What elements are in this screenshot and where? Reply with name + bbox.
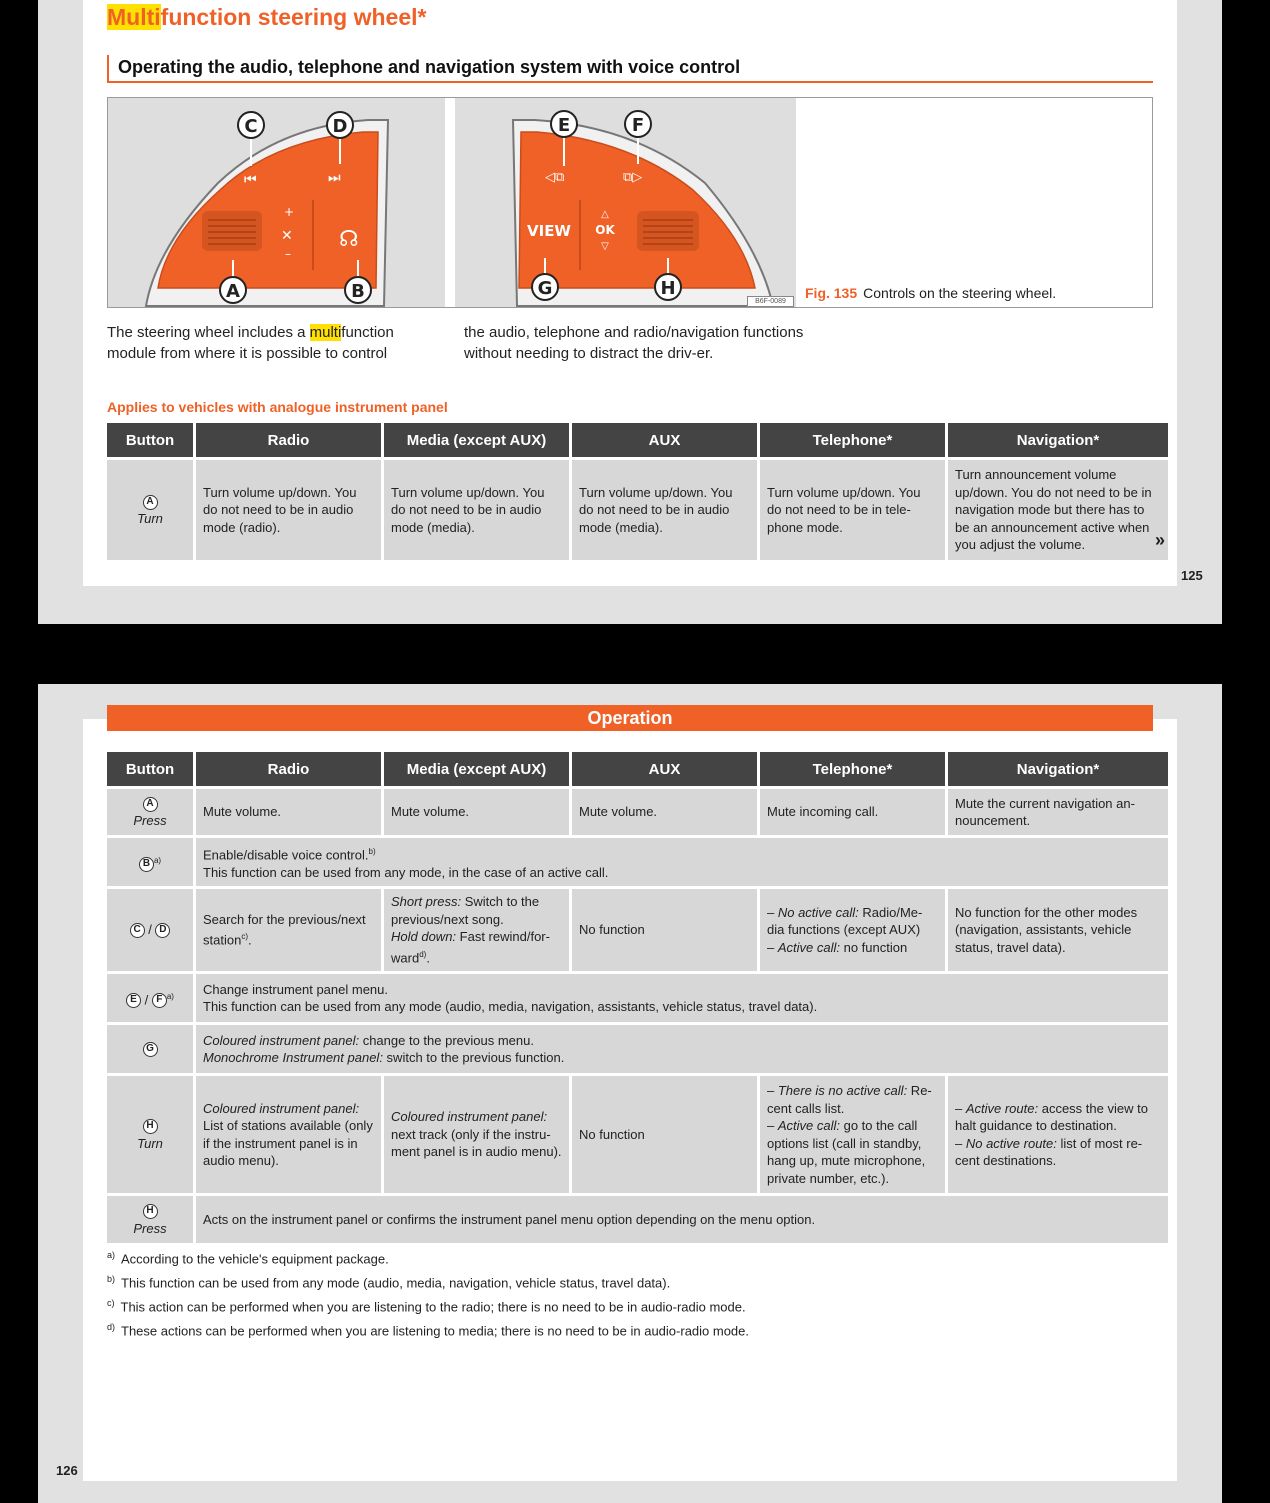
telephone-cell: – No active call: Radio/Me-dia functions (except AUX) – Active call: no function [760, 886, 945, 971]
figure-code: B6F-0089 [747, 296, 794, 307]
left-steering-controls-drawing [108, 98, 445, 307]
button-cell: H Press [107, 1193, 193, 1243]
figure-left-panel [108, 98, 445, 307]
figure-right-panel [455, 98, 796, 307]
header-button: Button [107, 752, 193, 786]
table-row [107, 886, 1168, 971]
svg-text:VIEW: VIEW [527, 222, 571, 240]
svg-text:F: F [631, 115, 645, 136]
navigation-cell: – Active route: access the view to halt guidance to destination. – No active route: list of most re-cent destinations. [948, 1073, 1168, 1193]
aux-cell: Mute volume. [572, 786, 757, 835]
media-cell: Turn volume up/down. You do not need to be in audio mode (media). [384, 457, 569, 560]
svg-text:G: G [537, 278, 553, 299]
subsection-title: Operating the audio, telephone and navigation system with voice control [107, 55, 1153, 83]
header-media: Media (except AUX) [384, 423, 569, 457]
header-navigation: Navigation* [948, 752, 1168, 786]
table-row [107, 971, 1168, 1022]
media-cell: Mute volume. [384, 786, 569, 835]
svg-text:⧉▷: ⧉▷ [623, 170, 643, 185]
radio-cell: Coloured instrument panel: List of stations available (only if the instrument panel is in audio menu). [196, 1073, 381, 1193]
svg-text:–: – [285, 247, 291, 261]
footnote-a: $^{a)}$ According to the vehicle's equipment package. [107, 1250, 389, 1267]
header-radio: Radio [196, 423, 381, 457]
figure-caption: Fig. 135 Controls on the steering wheel. [805, 285, 1057, 301]
media-cell: Short press: Switch to the previous/next song. Hold down: Fast rewind/for-ward$^{d)}$. [384, 886, 569, 971]
footnote-c: $^{c)}$ This action can be performed when you are listening to the radio; there is no need to be in audio-radio mode. [107, 1298, 746, 1315]
header-aux: AUX [572, 423, 757, 457]
header-media: Media (except AUX) [384, 752, 569, 786]
operation-header: Operation [107, 705, 1153, 731]
applies-note: Applies to vehicles with analogue instrument panel [107, 399, 448, 415]
aux-cell: Turn volume up/down. You do not need to be in audio mode (media). [572, 457, 757, 560]
header-button: Button [107, 423, 193, 457]
svg-text:+: + [284, 205, 295, 219]
header-radio: Radio [196, 752, 381, 786]
aux-cell: No function [572, 1073, 757, 1193]
table-row [107, 457, 1168, 560]
navigation-cell: Mute the current navigation an-nouncement. [948, 786, 1168, 835]
svg-text:OK: OK [595, 223, 615, 237]
navigation-cell: No function for the other modes (navigation, assistants, vehicle status, travel data). [948, 886, 1168, 971]
intro-column-1: The steering wheel includes a multifunction module from where it is possible to control [107, 324, 394, 362]
telephone-cell: – There is no active call: Re-cent calls list. – Active call: go to the call options list (call in standby, hang up, mute microphone, private number, etc.). [760, 1073, 945, 1193]
continue-mark: » [1155, 530, 1166, 550]
svg-text:☊: ☊ [339, 227, 359, 252]
table-row [107, 835, 1168, 886]
radio-cell: Mute volume. [196, 786, 381, 835]
span-cell: Acts on the instrument panel or confirms the instrument panel menu option depending on the menu option. [196, 1193, 1168, 1243]
telephone-cell: Turn volume up/down. You do not need to be in tele-phone mode. [760, 457, 945, 560]
button-cell: B $^{a)}$ [107, 835, 193, 886]
button-cell: E / F $^{a)}$ [107, 971, 193, 1022]
svg-text:△: △ [601, 209, 609, 220]
table-header-row [107, 423, 1168, 457]
svg-text:D: D [332, 116, 348, 137]
page-number-125: 125 [1181, 568, 1203, 583]
table-row [107, 1193, 1168, 1243]
navigation-cell: Turn announcement volume up/down. You do not need to be in navigation mode but there has to be an announcement active when you adjust the volume. [948, 457, 1168, 560]
svg-text:✕: ✕ [281, 228, 293, 244]
table-header-row [107, 752, 1168, 786]
span-cell: Coloured instrument panel: change to the previous menu. Monochrome Instrument panel: switch to the previous function. [196, 1022, 1168, 1073]
section-title: Multifunction steering wheel* [107, 4, 427, 30]
svg-text:E: E [557, 115, 571, 136]
svg-text:⏮: ⏮ [244, 172, 257, 188]
svg-text:⏭: ⏭ [328, 170, 341, 186]
svg-text:H: H [660, 278, 676, 299]
button-cell: H Turn [107, 1073, 193, 1193]
header-telephone: Telephone* [760, 423, 945, 457]
svg-text:▽: ▽ [601, 241, 609, 252]
button-a-label: A [143, 495, 158, 510]
media-cell: Coloured instrument panel: next track (only if the instru-ment panel is in audio menu). [384, 1073, 569, 1193]
header-telephone: Telephone* [760, 752, 945, 786]
button-cell: C / D [107, 886, 193, 971]
footnote-b: $^{b)}$ This function can be used from any mode (audio, media, navigation, vehicle status, travel data). [107, 1274, 671, 1291]
table-row [107, 786, 1168, 835]
page-number-126: 126 [56, 1463, 78, 1478]
button-cell: A Turn [107, 457, 193, 560]
controls-table-operation [104, 752, 1171, 1243]
button-cell: G [107, 1022, 193, 1073]
telephone-cell: Mute incoming call. [760, 786, 945, 835]
right-steering-controls-drawing [455, 98, 796, 307]
svg-text:B: B [351, 281, 365, 302]
intro-column-2: the audio, telephone and radio/navigation functions without needing to distract the driv-er. [464, 324, 804, 362]
span-cell: Enable/disable voice control.$^{b)}$ This function can be used from any mode, in the case of an active call. [196, 835, 1168, 886]
button-cell: A Press [107, 786, 193, 835]
table-row [107, 1022, 1168, 1073]
controls-table-analogue [104, 423, 1171, 560]
span-cell: Change instrument panel menu. This function can be used from any mode (audio, media, navigation, assistants, vehicle status, travel data). [196, 971, 1168, 1022]
aux-cell: No function [572, 886, 757, 971]
svg-text:A: A [226, 281, 240, 302]
header-aux: AUX [572, 752, 757, 786]
radio-cell: Search for the previous/next station$^{c)}$. [196, 886, 381, 971]
table-row [107, 1073, 1168, 1193]
header-navigation: Navigation* [948, 423, 1168, 457]
svg-text:C: C [244, 116, 258, 137]
radio-cell: Turn volume up/down. You do not need to be in audio mode (radio). [196, 457, 381, 560]
svg-text:◁⧉: ◁⧉ [545, 170, 565, 185]
footnote-d: $^{d)}$ These actions can be performed when you are listening to media; there is no need to be in audio-radio mode. [107, 1322, 750, 1339]
figure-135 [107, 97, 1153, 308]
